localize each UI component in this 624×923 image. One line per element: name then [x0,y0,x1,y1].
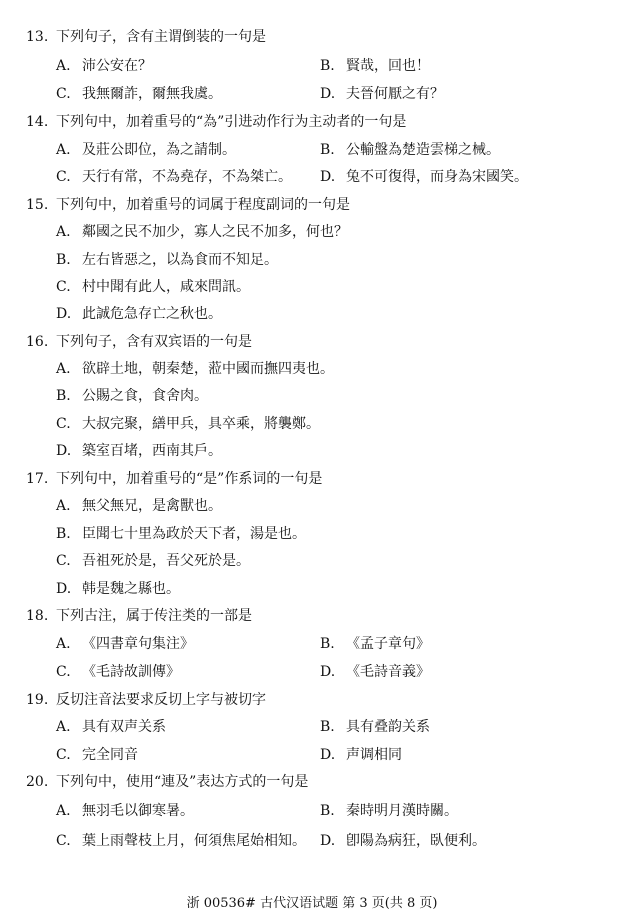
question-14-stem: 14. 下列句中，加着重号的“為”引进动作行为主动者的一句是 [26,114,407,130]
option-18-c: C. 《毛詩故訓傳》 [56,664,180,680]
option-16-a: A. 欲辟土地，朝秦楚，蒞中國而撫四夷也。 [56,361,334,377]
option-16-d: D. 築室百堵，西南其戶。 [56,443,222,459]
option-20-a: A. 無羽毛以御寒暑。 [56,803,194,819]
option-15-c: C. 村中聞有此人，咸來問訊。 [56,279,250,295]
option-18-d: D. 《毛詩音義》 [320,664,430,680]
option-20-c: C. 葉上雨聲枝上月，何須焦尾始相知。 [56,833,306,849]
option-13-d: D. 夫晉何厭之有？ [320,86,444,102]
option-15-a: A. 鄰國之民不加少，寡人之民不加多，何也？ [56,224,348,240]
question-20-stem: 20. 下列句中，使用“連及”表达方式的一句是 [26,774,309,790]
question-15-stem: 15. 下列句中，加着重号的词属于程度副词的一句是 [26,197,350,213]
option-19-d: D. 声调相同 [320,747,402,763]
question-18-stem: 18. 下列古注，属于传注类的一部是 [26,608,252,624]
option-14-a: A. 及莊公即位，為之請制。 [56,142,236,158]
question-17-stem: 17. 下列句中，加着重号的“是”作系词的一句是 [26,471,323,487]
option-14-b: B. 公輸盤為楚造雲梯之械。 [320,142,500,158]
option-17-c: C. 吾祖死於是，吾父死於是。 [56,553,250,569]
option-13-b: B. 賢哉，回也！ [320,58,430,74]
option-16-b: B. 公賜之食，食舍肉。 [56,388,208,404]
option-18-b: B. 《孟子章句》 [320,636,430,652]
option-19-b: B. 具有叠韵关系 [320,719,430,735]
option-14-c: C. 天行有常，不為堯存，不為桀亡。 [56,169,292,185]
option-19-c: C. 完全同音 [56,747,138,763]
option-15-d: D. 此誠危急存亡之秋也。 [56,306,222,322]
option-20-b: B. 秦時明月漢時關。 [320,803,458,819]
option-17-d: D. 韩是魏之縣也。 [56,581,180,597]
option-14-d: D. 兔不可復得，而身為宋國笑。 [320,169,528,185]
question-13-stem: 13. 下列句子，含有主谓倒装的一句是 [26,29,266,45]
option-13-a: A. 沛公安在？ [56,58,152,74]
question-16-stem: 16. 下列句子，含有双宾语的一句是 [26,334,252,350]
option-15-b: B. 左右皆惡之，以為食而不知足。 [56,252,278,268]
option-17-b: B. 臣聞七十里為政於天下者，湯是也。 [56,526,306,542]
option-19-a: A. 具有双声关系 [56,719,166,735]
page-footer: 浙 00536# 古代汉语试题 第 3 页(共 8 页) [186,896,438,911]
option-13-c: C. 我無爾詐，爾無我虞。 [56,86,222,102]
option-16-c: C. 大叔完聚，繕甲兵，具卒乘，將襲鄭。 [56,416,320,432]
option-20-d: D. 卽陽為病狂，臥便利。 [320,833,486,849]
option-18-a: A. 《四書章句集注》 [56,636,194,652]
question-19-stem: 19. 反切注音法要求反切上字与被切字 [26,692,266,708]
option-17-a: A. 無父無兄，是禽獸也。 [56,498,222,514]
